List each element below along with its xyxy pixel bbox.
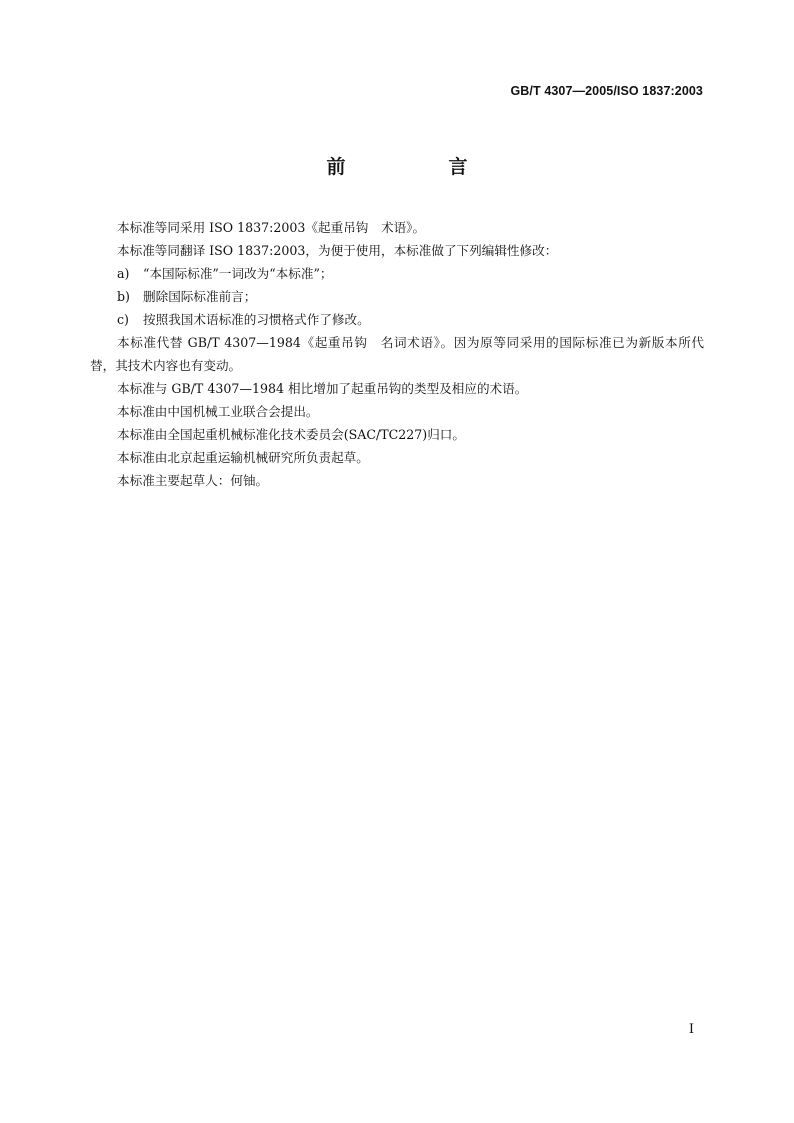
list-item-label: c) — [117, 312, 129, 327]
paragraph-replacement: 本标准代替 GB/T 4307—1984《起重吊钩 名词术语》。因为原等同采用的国际标准已为新版本所代替，其技术内容也有变动。 — [90, 335, 704, 373]
list-item — [90, 285, 704, 308]
standard-code: GB/T 4307—2005/ISO 1837:2003 — [510, 84, 703, 98]
paragraph-adoption: 本标准等同采用 ISO 1837:2003《起重吊钩 术语》。 — [117, 220, 426, 235]
paragraph-changes: 本标准与 GB/T 4307—1984 相比增加了起重吊钩的类型及相应的术语。 — [117, 381, 528, 396]
paragraph-drafters: 本标准主要起草人：何铀。 — [117, 473, 269, 488]
list-item-text: 删除国际标准前言； — [143, 289, 257, 304]
foreword-body — [90, 216, 704, 492]
paragraph-committee: 本标准由全国起重机械标准化技术委员会(SAC/TC227)归口。 — [117, 427, 465, 442]
list-item-text: “本国际标准”一词改为“本标准”； — [143, 266, 333, 281]
page-title: 前 言 — [326, 156, 510, 178]
list-item-text: 按照我国术语标准的习惯格式作了修改。 — [143, 312, 370, 327]
list-item — [90, 262, 704, 285]
paragraph-translation: 本标准等同翻译 ISO 1837:2003，为便于使用，本标准做了下列编辑性修改： — [117, 243, 558, 258]
paragraph-proposer: 本标准由中国机械工业联合会提出。 — [117, 404, 319, 419]
paragraph-drafter-org: 本标准由北京起重运输机械研究所负责起草。 — [117, 450, 369, 465]
list-item-label: a) — [117, 266, 130, 281]
list-item — [90, 308, 704, 331]
page-number: I — [688, 1022, 694, 1037]
list-item-label: b) — [117, 289, 130, 304]
